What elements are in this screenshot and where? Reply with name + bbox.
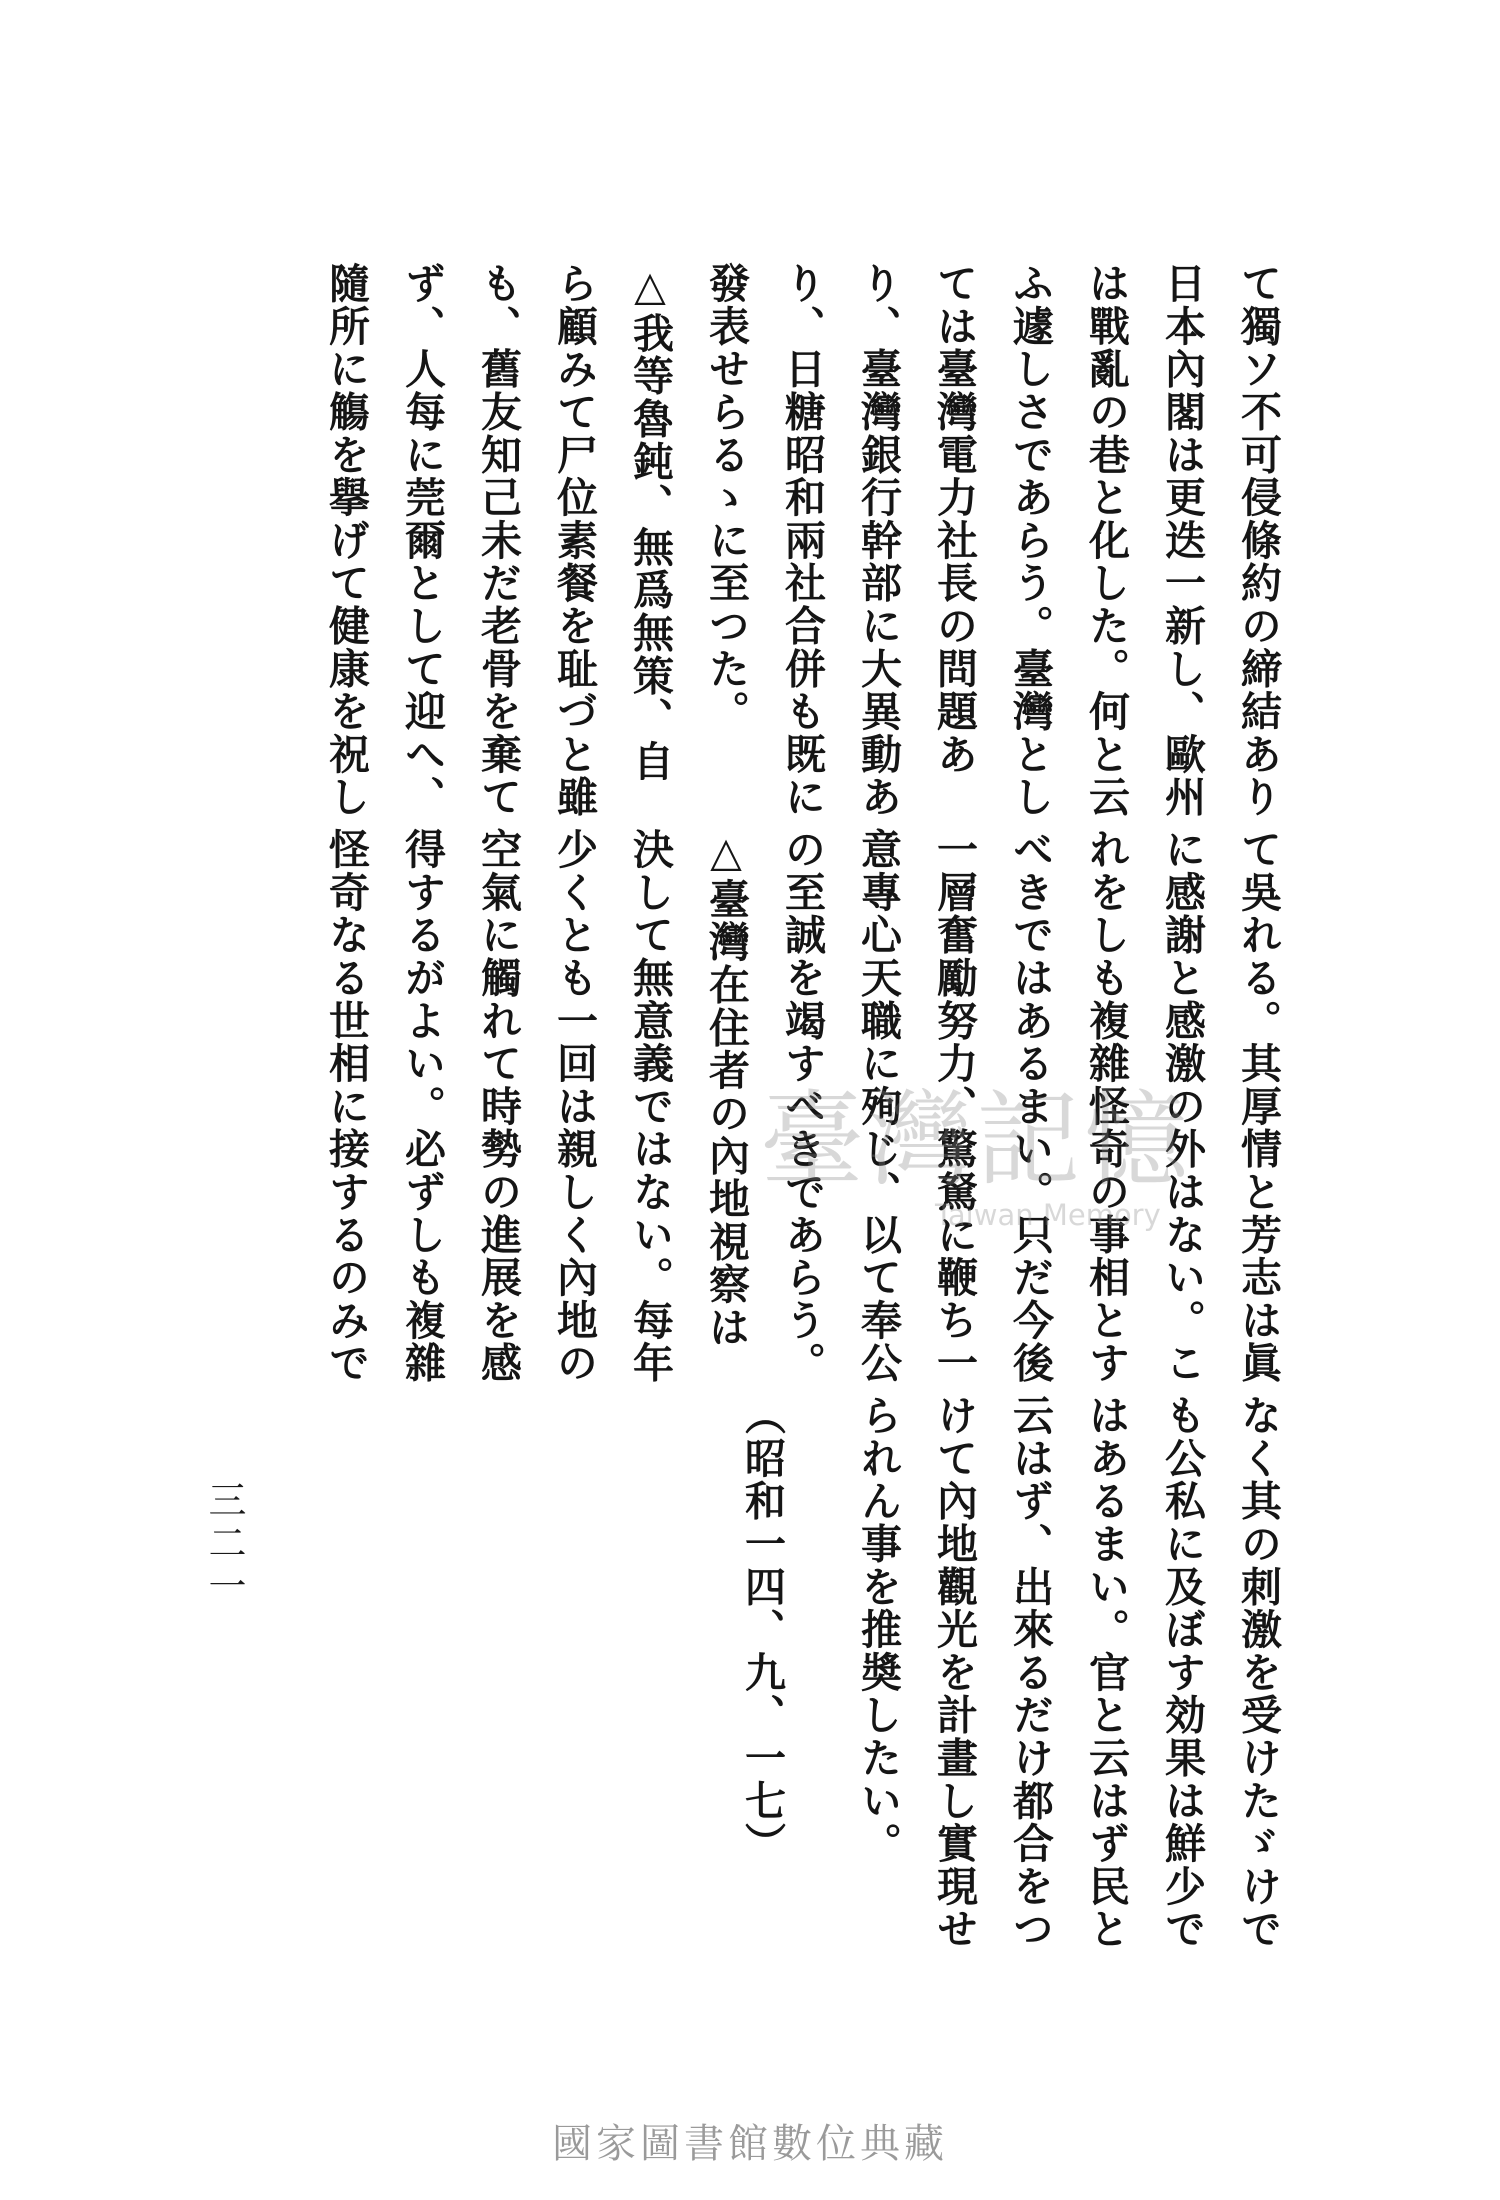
text-column: て獨ソ不可侵條約の締結あり bbox=[1234, 262, 1282, 819]
text-column: △我等魯鈍、無爲無策、自 bbox=[626, 262, 674, 783]
text-column: 意專心天職に殉じ、以て奉公 bbox=[854, 828, 902, 1385]
text-column: けて內地觀光を計畫し實現せ bbox=[930, 1394, 978, 1951]
text-column: 發表せらるゝに至つた。 bbox=[702, 262, 750, 733]
watermark-subtitle: Taiwan Memory bbox=[935, 1198, 1161, 1232]
text-column: △臺灣在住者の內地視察は bbox=[702, 828, 750, 1349]
text-column: はあるまい。官と云はず民と bbox=[1082, 1394, 1130, 1951]
text-column: 一層奮勵努力、驚駑に鞭ち一 bbox=[930, 828, 978, 1385]
text-column: ふ遽しさであらう。臺灣とし bbox=[1006, 262, 1054, 819]
text-column: は戰亂の巷と化した。何と云 bbox=[1082, 262, 1130, 819]
watermark-title: 臺灣記憶 bbox=[760, 1079, 1193, 1201]
text-column: 少くとも一回は親しく內地の bbox=[550, 828, 598, 1385]
text-column: 得するがよい。必ずしも複雜 bbox=[398, 828, 446, 1385]
watermark-logo bbox=[760, 1080, 1240, 1270]
text-column: 空氣に觸れて時勢の進展を感 bbox=[474, 828, 522, 1385]
text-column: 怪奇なる世相に接するのみで bbox=[322, 828, 370, 1385]
text-column: 日本內閣は更迭一新し、歐州 bbox=[1158, 262, 1206, 819]
text-column: れをしも複雜怪奇の事相とす bbox=[1082, 828, 1130, 1385]
text-column: ず、人每に莞爾として迎へ、 bbox=[398, 262, 446, 819]
text-column: べきではあるまい。只だ今後 bbox=[1006, 828, 1054, 1385]
text-column: り、日糖昭和兩社合併も既に bbox=[778, 262, 826, 819]
text-column: られん事を推奬したい。 bbox=[854, 1394, 902, 1865]
text-column: て吳れる。其厚情と芳志は眞 bbox=[1234, 828, 1282, 1385]
text-column: も、舊友知己未だ老骨を棄て bbox=[474, 262, 522, 819]
page-number: 三二一 bbox=[202, 1480, 246, 1609]
text-column: り、臺灣銀行幹部に大異動あ bbox=[854, 262, 902, 819]
archive-credit: 國家圖書館數位典藏 bbox=[552, 2121, 948, 2167]
text-column: ては臺灣電力社長の問題あ bbox=[930, 262, 978, 776]
text-column: ら顧みて尸位素餐を耻づと雖 bbox=[550, 262, 598, 819]
text-column: 隨所に觴を擧げて健康を祝し bbox=[322, 262, 370, 819]
text-column: なく其の刺激を受けたゞけで bbox=[1234, 1394, 1282, 1951]
text-column: も公私に及ぼす効果は鮮少で bbox=[1158, 1394, 1206, 1951]
text-column: 決して無意義ではない。每年 bbox=[626, 828, 674, 1385]
text-column: の至誠を竭すべきであらう。 bbox=[778, 828, 826, 1385]
date-line: （昭和一四、九、一七） bbox=[738, 1394, 786, 1865]
text-column: に感謝と感激の外はない。こ bbox=[1158, 828, 1206, 1385]
text-column: 云はず、出來るだけ都合をつ bbox=[1006, 1394, 1054, 1951]
